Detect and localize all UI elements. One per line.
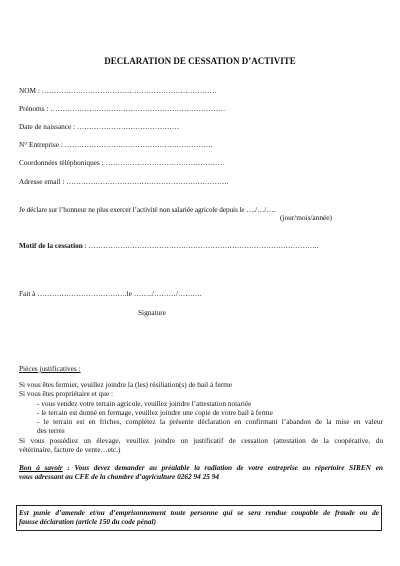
fait-line[interactable]: Fait à ……………………………….le ……../………/……….: [19, 289, 202, 298]
field-prenoms[interactable]: Prénoms : ………………………………………………………………: [19, 104, 226, 113]
declaration-line[interactable]: Je déclare sur l’honneur ne plus exercer l’activité non salariée agricole depuis le …./…/….: [19, 205, 276, 214]
bon-a-savoir-label: Bon à savoir: [19, 463, 63, 472]
document-title: DECLARATION DE CESSATION D’ACTIVITE: [104, 56, 296, 66]
motif-label: Motif de la cessation: [19, 241, 83, 250]
pieces-line: Si vous êtes fermier, veuillez joindre la (les) résiliation(s) de bail à ferme: [19, 380, 233, 389]
pieces-line: Si vous êtes propriétaire et que :: [19, 389, 114, 398]
bon-a-savoir-line2: vous adressant au CFE de la chambre d’agriculture 0262 94 25 94: [19, 472, 220, 481]
pieces-line: - le terrain est donné en fermage, veuillez joindre une copie de votre bail à ferme: [37, 408, 273, 417]
warning-line2: fausse déclaration (article 150 du code pénal): [19, 517, 157, 526]
pieces-line: Si vous possédiez un élevage, veuillez joindre un justificatif de cessation (attestation de la coopérative, du: [19, 436, 383, 445]
pieces-line: vétérinaire, facture de vente…etc.): [19, 445, 121, 454]
date-format-hint: (jour/mois/année): [280, 213, 332, 222]
pieces-line: des terres: [37, 426, 65, 435]
signature-label: Signature: [138, 308, 166, 317]
field-numero-entreprise[interactable]: N° Entreprise : …………………………………………………….: [19, 140, 213, 149]
field-email[interactable]: Adresse email : ………………………………………………………….: [19, 177, 229, 186]
field-date-naissance[interactable]: Date de naissance : ……………………………………: [19, 122, 180, 131]
bon-a-savoir-text: : Vous devez demander au préalable la radiation de votre entreprise au répertoire SIREN en: [62, 463, 383, 472]
warning-line1: Est punie d’amende et/ou d’emprisonnement toute personne qui se sera rendue coupable de fraude ou de: [19, 508, 379, 517]
field-coordonnees[interactable]: Coordonnées téléphoniques : ………………………………………….: [19, 158, 225, 167]
pieces-line: - le terrain est en friches, complétez la présente déclaration en confirmant l’abandon de la mise en valeur: [37, 417, 383, 426]
field-nom[interactable]: NOM : ………………………………………………………………: [19, 86, 217, 95]
pieces-heading: Pièces justificatives :: [19, 364, 81, 373]
motif-dots: : …………………………………………………………………………………..: [82, 241, 319, 250]
pieces-line: - vous vendez votre terrain agricole, veuillez joindre l’attestation notariée: [37, 399, 252, 408]
motif-line[interactable]: [19, 242, 318, 250]
